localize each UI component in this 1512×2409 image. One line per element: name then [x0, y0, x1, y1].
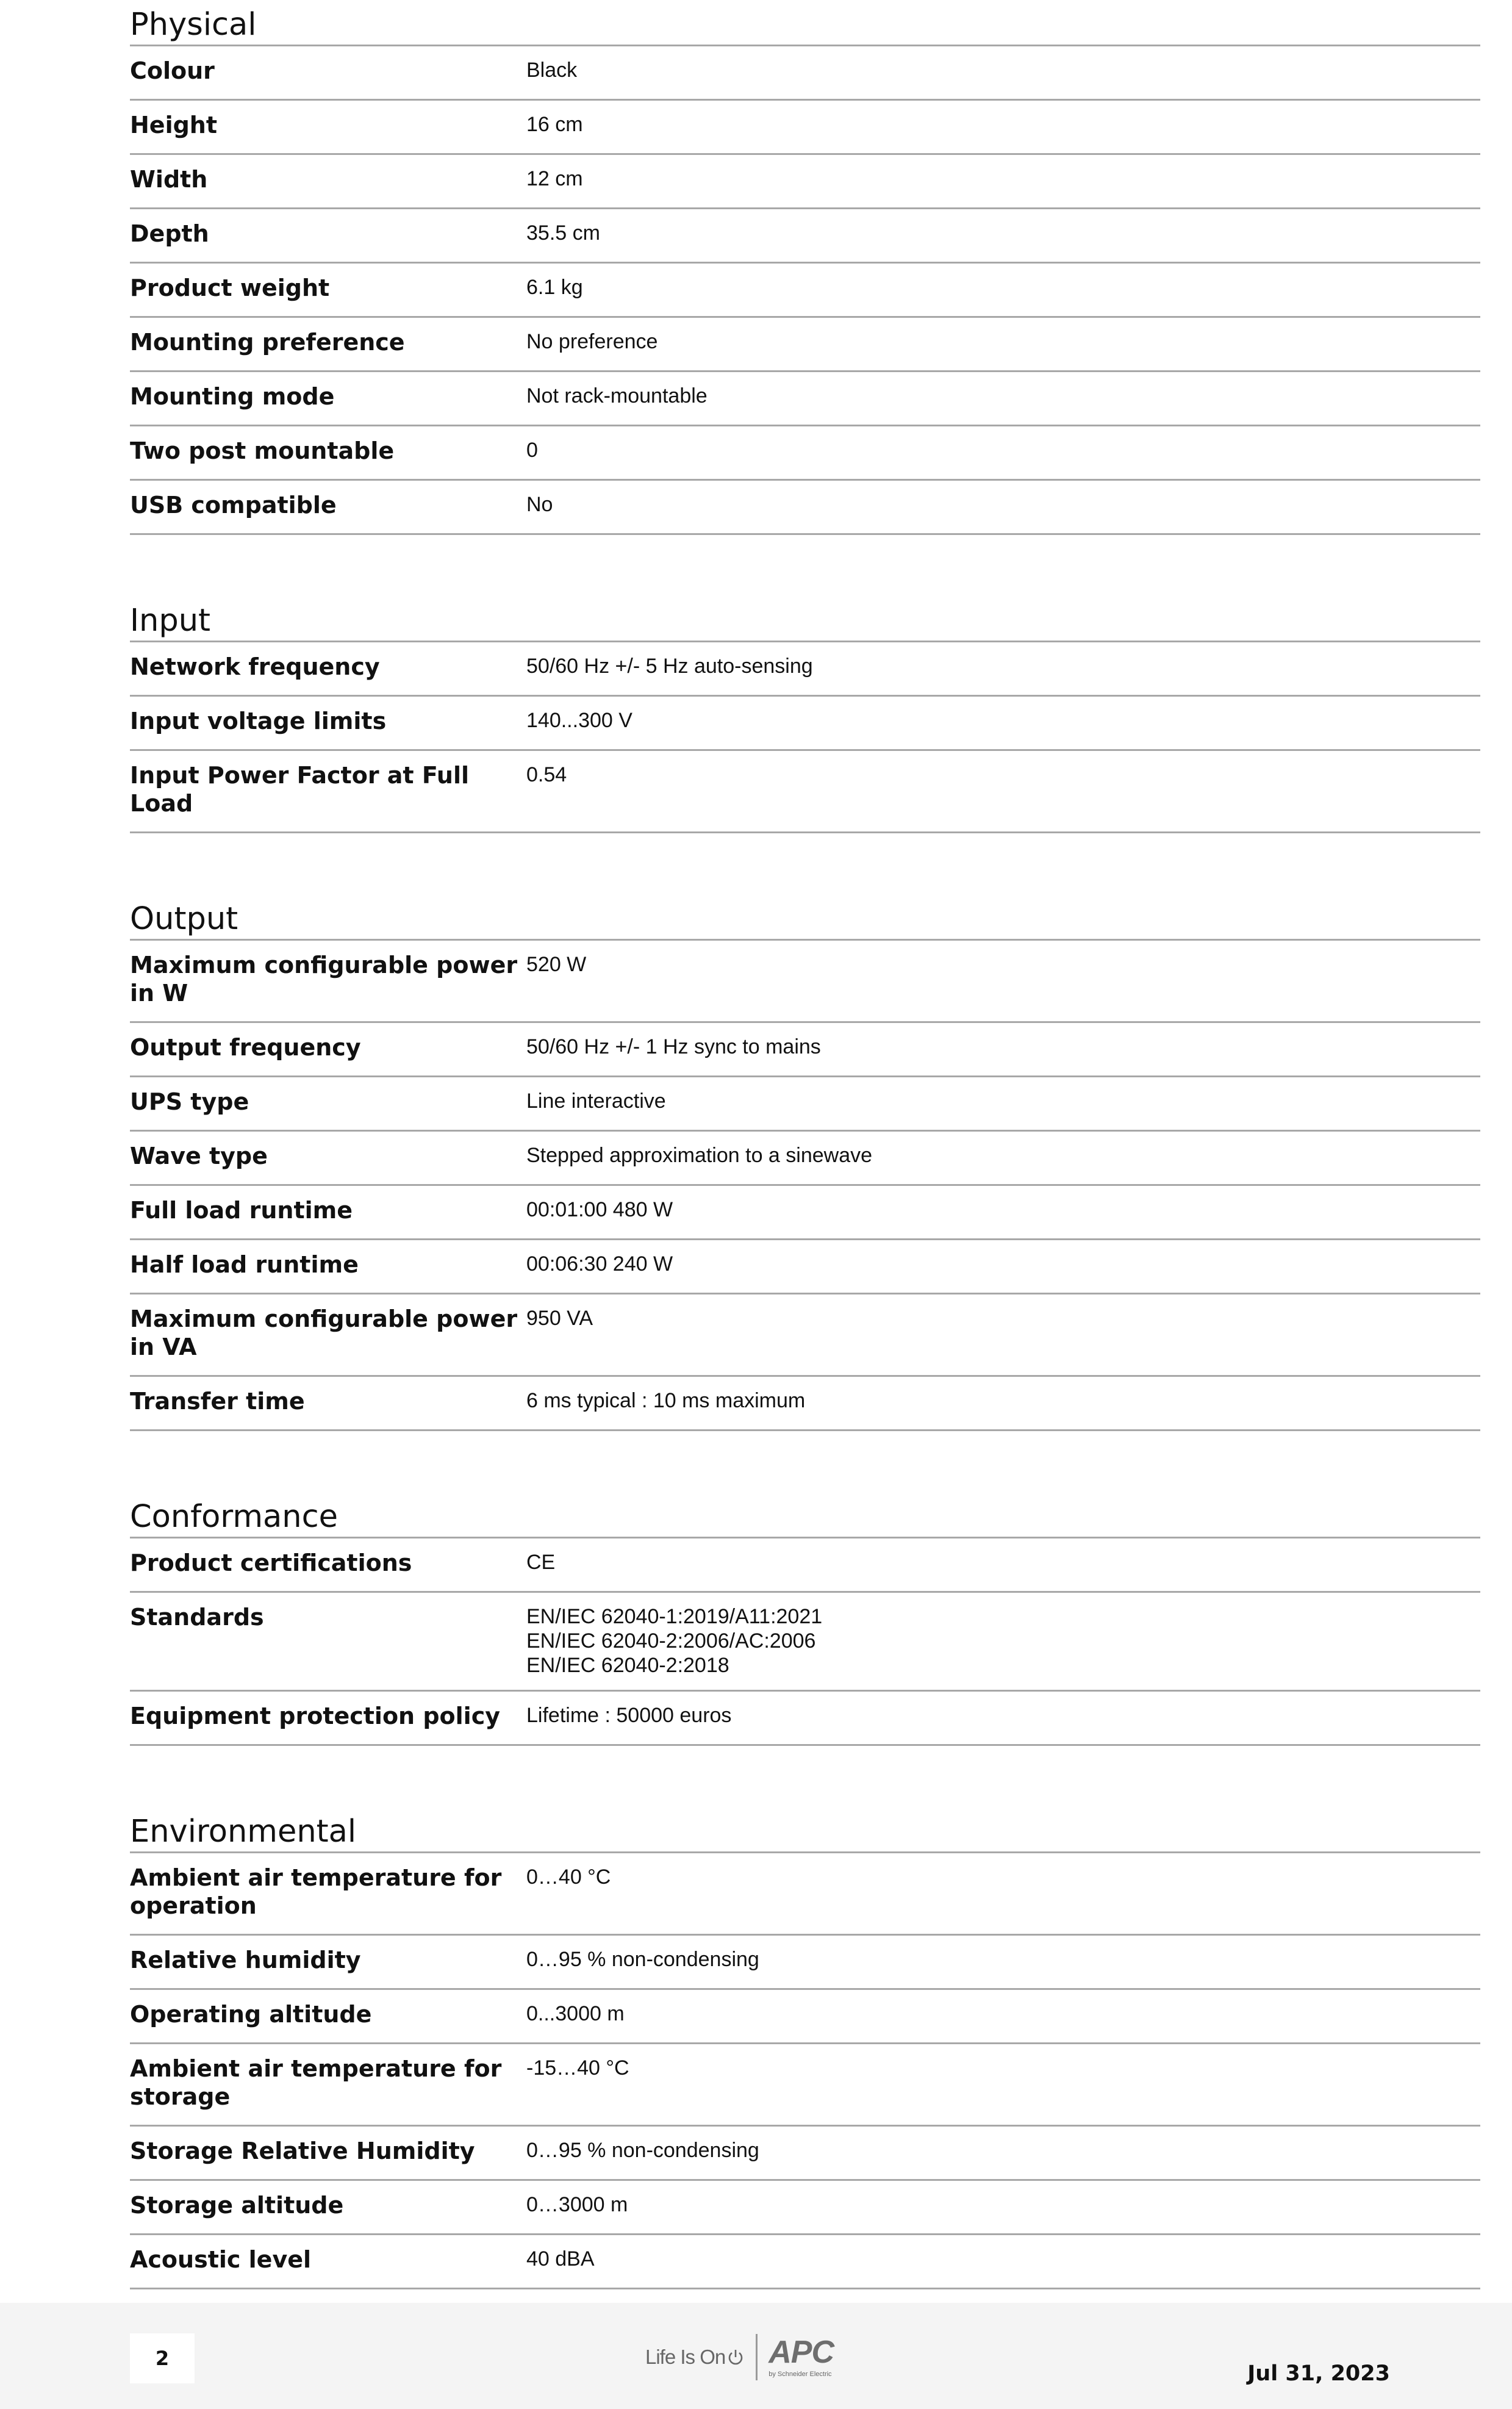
spec-row [130, 1240, 1480, 1294]
spec-row [130, 46, 1480, 101]
spec-value: EN/IEC 62040-1:2019/A11:2021 EN/IEC 62040-2:2006/AC:2006 EN/IEC 62040-2:2018 [526, 1605, 823, 1677]
spec-label: Half load runtime [130, 1251, 359, 1278]
section-conformance [130, 1492, 1480, 1746]
spec-row [130, 1990, 1480, 2044]
section-title: Environmental [130, 1807, 1480, 1853]
power-icon [726, 2348, 745, 2366]
spec-label: Mounting preference [130, 329, 405, 356]
spec-label: Network frequency [130, 653, 380, 680]
spec-value: 50/60 Hz +/- 1 Hz sync to mains [526, 1035, 821, 1058]
spec-row [130, 1853, 1480, 1936]
spec-value: 35.5 cm [526, 221, 600, 245]
spec-row [130, 1186, 1480, 1240]
spec-value: 140...300 V [526, 709, 632, 732]
spec-label: Maximum configurable power in VA [130, 1305, 518, 1360]
spec-value: Lifetime : 50000 euros [526, 1704, 732, 1727]
spec-row [130, 1692, 1480, 1746]
page-footer [0, 2303, 1512, 2409]
spec-label: Ambient air temperature for storage [130, 2055, 502, 2110]
spec-rows [130, 1853, 1480, 2344]
spec-row [130, 426, 1480, 481]
spec-value: 6.1 kg [526, 276, 583, 299]
spec-label: UPS type [130, 1088, 249, 1115]
spec-row [130, 481, 1480, 535]
spec-row [130, 2181, 1480, 2235]
spec-value: 0 [526, 439, 538, 462]
spec-label: Colour [130, 57, 215, 84]
spec-label: Acoustic level [130, 2246, 312, 2273]
spec-label: Operating altitude [130, 2001, 372, 2028]
spec-row [130, 2044, 1480, 2127]
spec-label: Input Power Factor at Full Load [130, 762, 469, 817]
spec-value: Line interactive [526, 1090, 666, 1113]
spec-value: Stepped approximation to a sinewave [526, 1144, 873, 1167]
spec-label: Standards [130, 1604, 264, 1631]
spec-label: Storage altitude [130, 2192, 344, 2219]
spec-row [130, 372, 1480, 426]
logo-divider [756, 2334, 758, 2380]
spec-label: USB compatible [130, 492, 337, 519]
spec-label: Product certifications [130, 1549, 412, 1576]
spec-value: 0…3000 m [526, 2193, 628, 2216]
spec-label: Maximum configurable power in W [130, 952, 518, 1007]
spec-value: Black [526, 59, 578, 82]
spec-label: Transfer time [130, 1388, 305, 1415]
spec-row [130, 1538, 1480, 1593]
spec-row [130, 1023, 1480, 1077]
apc-logo-text: APC [769, 2335, 834, 2370]
section-title: Output [130, 894, 1480, 941]
lifeison-text: Life Is On [645, 2346, 726, 2368]
spec-row [130, 1077, 1480, 1132]
spec-rows [130, 941, 1480, 1431]
spec-label: Wave type [130, 1143, 268, 1169]
spec-value: No preference [526, 330, 658, 353]
spec-value: 16 cm [526, 113, 583, 136]
spec-row [130, 751, 1480, 833]
spec-row [130, 941, 1480, 1023]
spec-value: 50/60 Hz +/- 5 Hz auto-sensing [526, 655, 813, 678]
spec-row [130, 1294, 1480, 1377]
document-date: Jul 31, 2023 [1247, 2361, 1390, 2386]
spec-label: Storage Relative Humidity [130, 2138, 475, 2164]
apc-logo-subtitle: by Schneider Electric [769, 2371, 832, 2378]
spec-value: 0.54 [526, 763, 567, 786]
section-environmental [130, 1807, 1480, 2344]
spec-label: Height [130, 112, 218, 138]
spec-label: Depth [130, 220, 209, 247]
apc-logo [769, 2336, 834, 2378]
brand-logo [645, 2330, 834, 2385]
lifeison-logo [645, 2346, 756, 2369]
spec-label: Ambient air temperature for operation [130, 1864, 502, 1919]
spec-value: No [526, 493, 553, 516]
spec-value: -15…40 °C [526, 2056, 629, 2080]
spec-row [130, 697, 1480, 751]
page-number: 2 [130, 2333, 195, 2383]
section-physical [130, 0, 1480, 535]
spec-row [130, 2235, 1480, 2289]
spec-value: 12 cm [526, 167, 583, 190]
spec-row [130, 1936, 1480, 1990]
spec-label: Output frequency [130, 1034, 361, 1061]
spec-label: Two post mountable [130, 437, 395, 464]
spec-label: Mounting mode [130, 383, 335, 410]
spec-row [130, 318, 1480, 372]
spec-label: Full load runtime [130, 1197, 353, 1224]
spec-label: Input voltage limits [130, 708, 387, 734]
spec-row [130, 1132, 1480, 1186]
spec-label: Equipment protection policy [130, 1703, 500, 1729]
spec-row [130, 155, 1480, 209]
spec-row [130, 264, 1480, 318]
spec-row [130, 101, 1480, 155]
spec-row [130, 642, 1480, 697]
spec-value: 40 dBA [526, 2247, 595, 2271]
spec-row [130, 209, 1480, 264]
spec-rows [130, 46, 1480, 535]
spec-label: Relative humidity [130, 1947, 361, 1973]
spec-value: CE [526, 1551, 556, 1574]
spec-value: 520 W [526, 953, 587, 976]
spec-value: 00:01:00 480 W [526, 1198, 673, 1221]
spec-row [130, 1593, 1480, 1692]
spec-row [130, 2127, 1480, 2181]
spec-content [130, 0, 1480, 2344]
spec-value: 00:06:30 240 W [526, 1252, 673, 1276]
spec-label: Product weight [130, 275, 330, 301]
spec-value: 950 VA [526, 1307, 593, 1330]
spec-value: Not rack-mountable [526, 384, 708, 407]
spec-label: Width [130, 166, 208, 193]
section-title: Physical [130, 0, 1480, 46]
spec-value: 0…95 % non-condensing [526, 1948, 759, 1971]
section-input [130, 596, 1480, 833]
spec-value: 0…95 % non-condensing [526, 2139, 759, 2162]
section-output [130, 894, 1480, 1431]
spec-value: 0...3000 m [526, 2002, 625, 2025]
spec-value: 6 ms typical : 10 ms maximum [526, 1389, 806, 1412]
spec-row [130, 1377, 1480, 1431]
section-title: Input [130, 596, 1480, 642]
spec-value: 0…40 °C [526, 1865, 611, 1889]
section-title: Conformance [130, 1492, 1480, 1538]
spec-rows [130, 1538, 1480, 1746]
spec-rows [130, 642, 1480, 833]
